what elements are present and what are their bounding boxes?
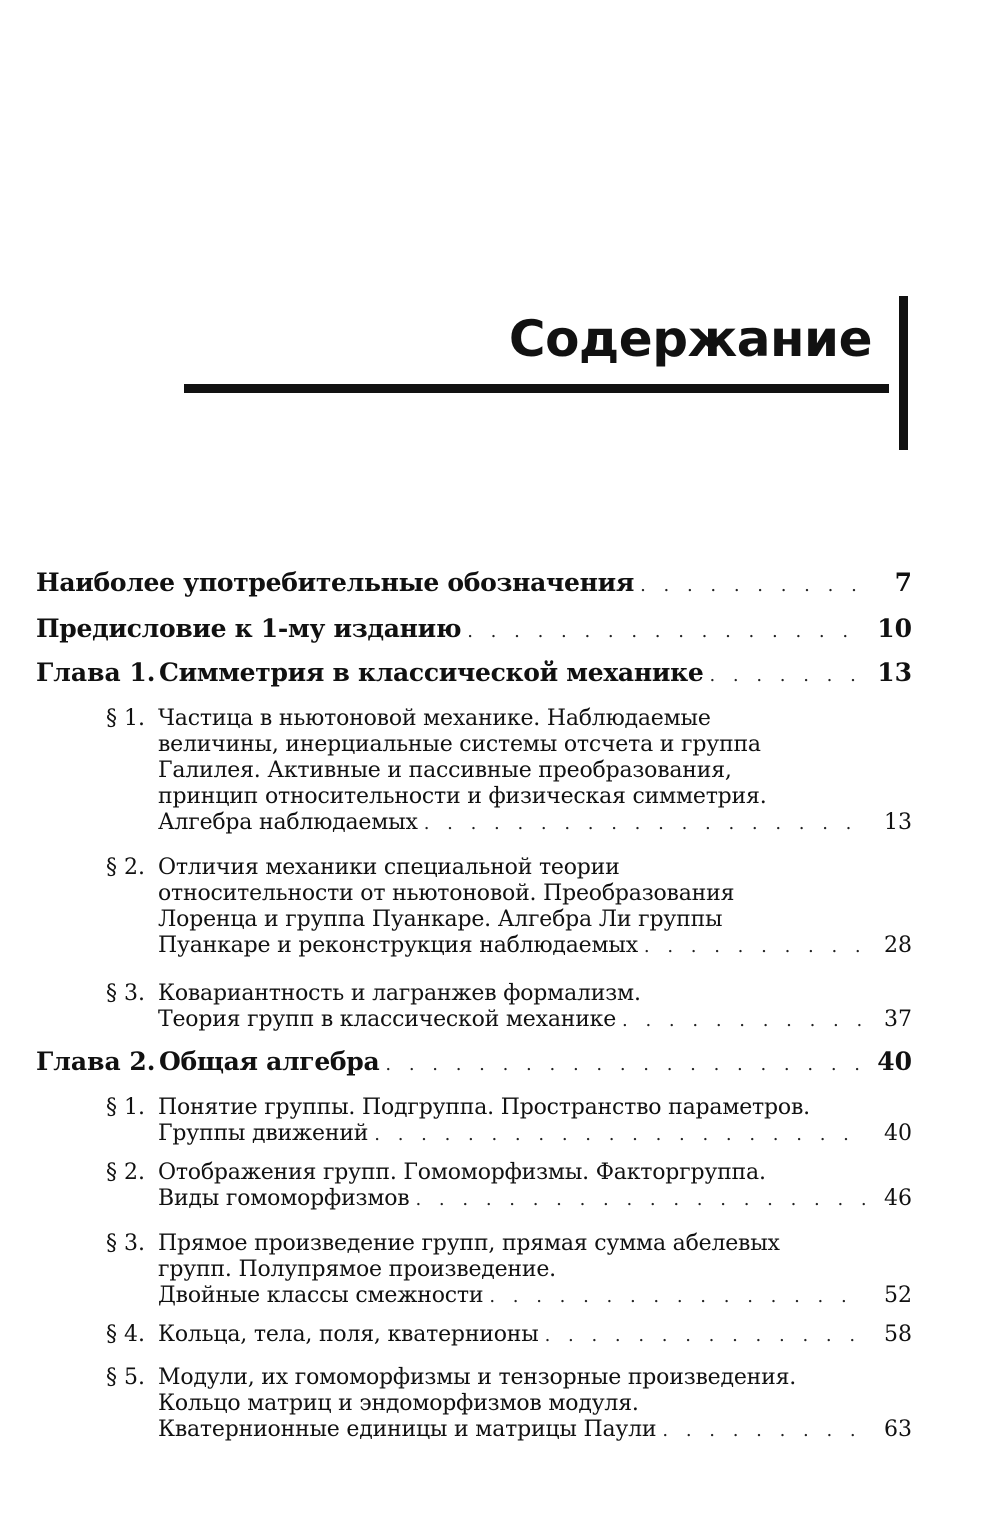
section-number: § 3.	[106, 1231, 145, 1256]
leader-dots	[424, 811, 866, 837]
page-title: Содержание	[508, 310, 872, 368]
title-underline	[184, 384, 889, 393]
toc-page-number: 46	[884, 1186, 912, 1211]
toc-page-number: 13	[877, 658, 912, 687]
toc-page-number: 58	[884, 1322, 912, 1347]
section-title-line: Частица в ньютоновой механике. Наблюдаемые	[158, 706, 711, 731]
section-title-line: Отличия механики специальной теории	[158, 855, 620, 880]
chapter-number: Глава 2.	[36, 1047, 156, 1076]
leader-dots	[640, 566, 866, 606]
leader-dots	[709, 656, 866, 696]
toc-section-2-3[interactable]	[106, 1231, 912, 1309]
section-title-line: величины, инерциальные системы отсчета и группа	[158, 732, 761, 757]
toc-page-number: 13	[884, 810, 912, 835]
toc-page-number: 52	[884, 1283, 912, 1308]
section-title-line: Модули, их гомоморфизмы и тензорные произведения.	[158, 1365, 797, 1390]
toc-entry-notation[interactable]	[36, 563, 912, 603]
leader-dots	[374, 1122, 866, 1148]
section-title-line: Виды гомоморфизмов	[158, 1186, 410, 1211]
title-side-bar	[899, 296, 908, 450]
section-title-line: Понятие группы. Подгруппа. Пространство параметров.	[158, 1095, 810, 1120]
section-title-line: Ковариантность и лагранжев формализм.	[158, 981, 641, 1006]
toc-page-number: 7	[894, 568, 912, 597]
section-number: § 1.	[106, 706, 145, 731]
leader-dots	[385, 1045, 866, 1085]
toc-section-1-1[interactable]	[106, 706, 912, 836]
chapter-number: Глава 1.	[36, 658, 156, 687]
section-title-line: относительности от ньютоновой. Преобразования	[158, 881, 735, 906]
section-title-line: Кольца, тела, поля, кватернионы	[158, 1322, 539, 1347]
section-title-line: Теория групп в классической механике	[158, 1007, 617, 1032]
leader-dots	[489, 1284, 866, 1310]
section-title-line: Прямое произведение групп, прямая сумма абелевых	[158, 1231, 780, 1256]
section-title-line: Пуанкаре и реконструкция наблюдаемых	[158, 933, 638, 958]
toc-page-number: 40	[877, 1047, 912, 1076]
section-title-line: Двойные классы смежности	[158, 1283, 484, 1308]
leader-dots	[622, 1008, 866, 1034]
section-title-line: Алгебра наблюдаемых	[158, 810, 418, 835]
toc-chapter-1[interactable]	[36, 653, 912, 693]
toc-entry-preface[interactable]	[36, 609, 912, 649]
section-title-line: Группы движений	[158, 1121, 369, 1146]
toc-section-2-1[interactable]	[106, 1095, 912, 1147]
section-number: § 1.	[106, 1095, 145, 1120]
chapter-title: Общая алгебра	[159, 1047, 380, 1076]
toc-section-1-2[interactable]	[106, 855, 912, 959]
section-number: § 5.	[106, 1365, 145, 1390]
section-number: § 2.	[106, 1160, 145, 1185]
toc-section-2-5[interactable]	[106, 1365, 912, 1443]
leader-dots	[415, 1187, 866, 1213]
section-number: § 2.	[106, 855, 145, 880]
section-number: § 3.	[106, 981, 145, 1006]
toc-entry-title: Наиболее употребительные обозначения	[36, 568, 635, 597]
section-title-line: принцип относительности и физическая симметрия.	[158, 784, 767, 809]
toc-page-number: 63	[884, 1417, 912, 1442]
section-title-line: Отображения групп. Гомоморфизмы. Факторгруппа.	[158, 1160, 766, 1185]
toc-page-number: 10	[877, 614, 912, 643]
section-number: § 4.	[106, 1322, 145, 1347]
toc-section-2-4[interactable]	[106, 1322, 912, 1348]
toc-page-number: 40	[884, 1121, 912, 1146]
leader-dots	[467, 612, 866, 652]
section-title-line: Кольцо матриц и эндоморфизмов модуля.	[158, 1391, 639, 1416]
leader-dots	[662, 1418, 866, 1444]
toc-page-number: 28	[884, 933, 912, 958]
chapter-title: Симметрия в классической механике	[159, 658, 704, 687]
section-title-line: Лоренца и группа Пуанкаре. Алгебра Ли группы	[158, 907, 723, 932]
toc-chapter-2[interactable]	[36, 1042, 912, 1082]
leader-dots	[545, 1323, 866, 1349]
section-title-line: Галилея. Активные и пассивные преобразования,	[158, 758, 732, 783]
section-title-line: групп. Полупрямое произведение.	[158, 1257, 556, 1282]
section-title-line: Кватернионные единицы и матрицы Паули	[158, 1417, 657, 1442]
toc-section-2-2[interactable]	[106, 1160, 912, 1212]
toc-section-1-3[interactable]	[106, 981, 912, 1033]
toc-page-number: 37	[884, 1007, 912, 1032]
toc-entry-title: Предисловие к 1-му изданию	[36, 614, 462, 643]
leader-dots	[644, 934, 866, 960]
